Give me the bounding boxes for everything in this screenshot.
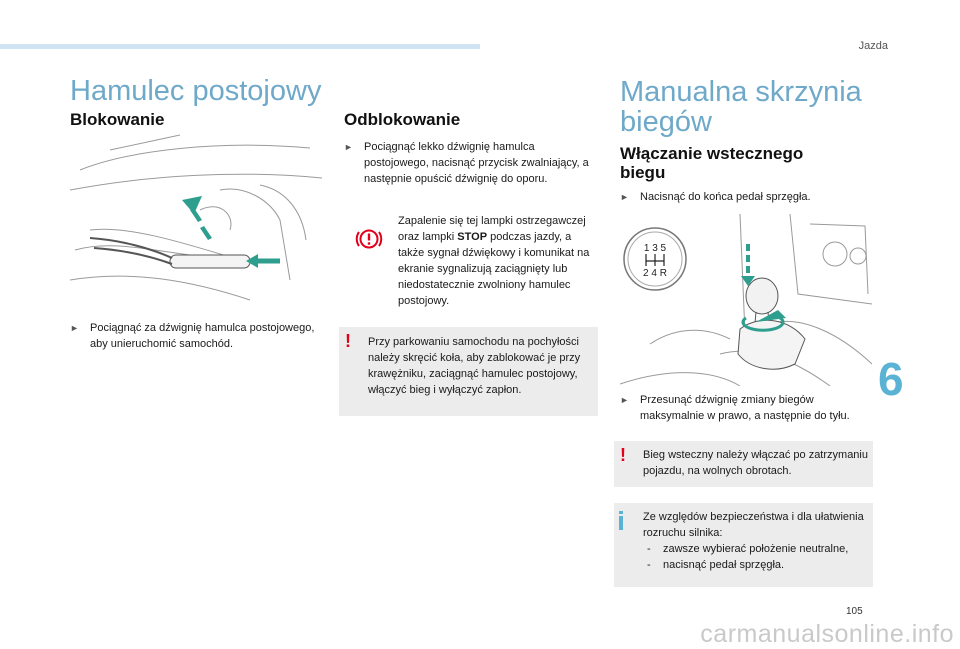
info-item: - zawsze wybierać położenie neutralne, [643,541,871,557]
header-bar [0,44,480,49]
gear-pattern-top: 1 3 5 [643,243,667,254]
clutch-step-text: Nacisnąć do końca pedał sprzęgła. [640,191,811,203]
brake-warning-icon [354,224,384,254]
info-box [614,503,873,587]
reverse-heading-line1: Włączanie wstecznego [620,144,804,163]
page-number: 105 [846,606,863,617]
parking-brake-title: Hamulec postojowy [70,75,322,107]
warning-exclamation-icon: ! [345,331,351,351]
reverse-warning-box [614,441,873,487]
gear-pattern-bottom: 2 4 R [643,268,667,279]
info-content [643,509,871,573]
arrow-icon: ► [344,142,353,152]
watermark: carmanualsonline.info [700,620,954,648]
reverse-heading-line2: biegu [620,163,666,182]
parking-warning-box [339,327,598,416]
chapter-number: 6 [878,353,904,405]
info-intro: Ze względów bezpieczeństwa i dla ułatwienia rozruchu silnika: [643,511,864,539]
warning-exclamation-icon: ! [620,445,626,465]
parking-warning-text: Przy parkowaniu samochodu na pochyłości należy skręcić koła, aby zablokować je przy krawężniku, zaciągnąć hamulec postojowy, włączyć bieg i wyłączyć zapłon. [368,336,581,396]
gear-lever-illustration [620,214,872,386]
info-icon [619,511,623,532]
gear-shift-step-text: Przesunąć dźwignię zmiany biegów maksymalnie w prawo, a następnie do tyłu. [640,394,850,422]
locking-heading: Blokowanie [70,110,165,129]
arrow-icon: ► [620,192,629,202]
locking-step-text: Pociągnąć za dźwignię hamulca postojowego, aby unieruchomić samochód. [90,322,315,350]
parking-brake-illustration [70,130,322,306]
unlocking-step [344,139,600,187]
unlocking-step-text: Pociągnąć lekko dźwignię hamulca postojowego, nacisnąć przycisk zwalniający, a następnie opuścić dźwignię do oporu. [364,141,589,185]
clutch-step [620,189,870,205]
arrow-icon: ► [620,395,629,405]
unlocking-heading: Odblokowanie [344,110,461,129]
info-item: - nacisnąć pedał sprzęgła. [643,557,871,573]
gear-shift-step [620,392,872,424]
gearbox-title-line2: biegów [620,106,712,138]
locking-step [70,320,330,352]
warning-lamp-note: Zapalenie się tej lampki ostrzegawczej oraz lampki STOP podczas jazdy, a także sygnał dźwiękowy i komunikat na ekranie sygnalizują zaciągnięty lub niedostatecznie zwolniony hamulec postojowy. [398,215,590,307]
arrow-icon: ► [70,323,79,333]
reverse-warning-text: Bieg wsteczny należy włączać po zatrzymaniu pojazdu, na wolnych obrotach. [643,449,868,477]
gearbox-title-line1: Manualna skrzynia [620,76,862,108]
section-name: Jazda [858,40,888,52]
